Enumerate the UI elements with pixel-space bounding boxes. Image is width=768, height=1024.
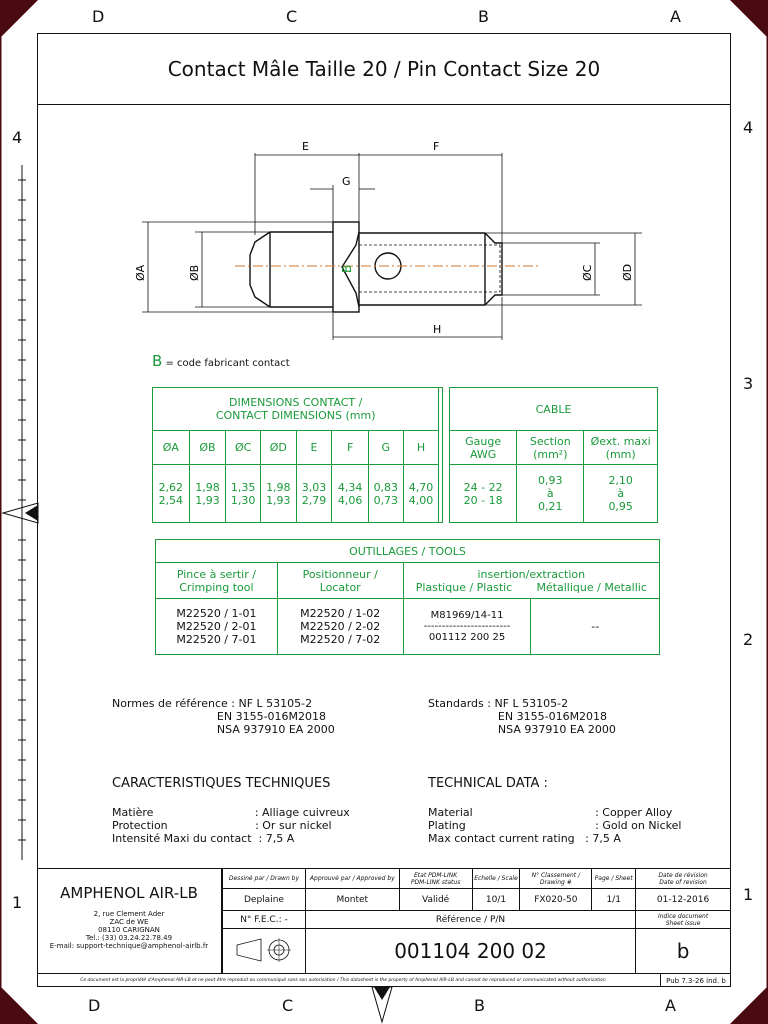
part-number: 001104 200 02 xyxy=(305,929,635,974)
crimp-values: M22520 / 1-01 M22520 / 2-01 M22520 / 7-01 xyxy=(156,599,278,655)
grid-right-2: 2 xyxy=(743,630,754,649)
dim-od-label: ØD xyxy=(621,263,634,281)
col-oc: ØC xyxy=(226,431,261,465)
locator-values: M22520 / 1-02 M22520 / 2-02 M22520 / 7-02 xyxy=(277,599,403,655)
grid-left-4: 4 xyxy=(12,128,23,147)
col-h: H xyxy=(403,431,439,465)
val-ext: 2,10 à 0,95 xyxy=(584,465,658,523)
col-ext: Øext. maxi (mm) xyxy=(584,431,658,465)
revision-date: 01-12-2016 xyxy=(636,889,731,911)
val-h: 4,70 4,00 xyxy=(403,465,439,523)
title-block-table xyxy=(222,868,731,974)
grid-bottom-a: A xyxy=(665,996,676,1015)
issue-label: Indice document Sheet issue xyxy=(657,912,709,927)
publication-ref: Pub 7.3-26 ind. b xyxy=(660,973,731,987)
val-e: 3,03 2,79 xyxy=(296,465,332,523)
val-od: 1,98 1,93 xyxy=(260,465,296,523)
col-oa: ØA xyxy=(153,431,190,465)
page-label: Page / Sheet xyxy=(594,875,633,882)
tools-table xyxy=(155,539,660,655)
drawn-by: Deplaine xyxy=(223,889,306,911)
dim-oc-label: ØC xyxy=(581,264,594,281)
dim-f-label: F xyxy=(433,140,440,153)
disclaimer: Ce document est la propriété d'Amphenol AIR-LB et ne peut être reproduit ou communiqué sans son autorisation / This datasheet is the property of Amphenol AIR-LB and cannot be reproduced or communicated without authorization xyxy=(37,973,649,988)
grid-top-d: D xyxy=(92,7,105,26)
reference-label: Référence / P/N xyxy=(305,911,635,929)
status-label: Etat PDM-LINK PDM-LINK status xyxy=(410,871,461,886)
val-g: 0,83 0,73 xyxy=(368,465,403,523)
approved-label: Approuvé par / Approved by xyxy=(309,875,395,882)
grid-top-a: A xyxy=(670,7,681,26)
col-section: Section (mm²) xyxy=(517,431,584,465)
col-insertion xyxy=(403,563,659,599)
fec-number: N° F.E.C.: - xyxy=(223,911,306,929)
pin-contact-drawing xyxy=(130,135,650,350)
tech-fr: Matière : Alliage cuivreux Protection : Or sur nickel Intensité Maxi du contact : 7,5 A xyxy=(112,806,350,845)
plastic-values: M81969/14-11 ------------------------ 001112 200 25 xyxy=(403,599,531,655)
cable-header: CABLE xyxy=(450,388,658,431)
legend xyxy=(152,352,290,370)
page-title: Contact Mâle Taille 20 / Pin Contact Size 20 xyxy=(37,33,731,105)
col-e: E xyxy=(296,431,332,465)
col-locator: Positionneur / Locator xyxy=(277,563,403,599)
dim-e-label: E xyxy=(302,140,309,153)
scale-label: Echelle / Scale xyxy=(474,875,518,882)
val-oc: 1,35 1,30 xyxy=(226,465,261,523)
legend-text: = code fabricant contact xyxy=(165,358,290,369)
val-gauge: 24 - 22 20 - 18 xyxy=(450,465,517,523)
grid-right-4: 4 xyxy=(743,118,754,137)
company-name: AMPHENOL AIR-LB xyxy=(60,884,198,902)
company-box xyxy=(37,868,222,973)
drawing-label: N° Classement / Drawing # xyxy=(531,871,581,886)
manufacturer-code-marker: B xyxy=(340,264,354,273)
standards-en: Standards : NF L 53105-2 EN 3155-016M2018 NSA 937910 EA 2000 xyxy=(428,697,616,736)
approved-by: Montet xyxy=(305,889,399,911)
val-section: 0,93 à 0,21 xyxy=(517,465,584,523)
col-plastic: Plastique / Plastic xyxy=(415,580,513,594)
grid-right-1: 1 xyxy=(743,885,754,904)
dim-ob-label: ØB xyxy=(188,264,201,281)
col-metallic: Métallique / Metallic xyxy=(536,580,647,594)
col-g: G xyxy=(368,431,403,465)
cone-symbol-cell xyxy=(223,929,306,974)
grid-top-c: C xyxy=(286,7,298,26)
status-value: Validé xyxy=(399,889,472,911)
dim-h-label: H xyxy=(433,323,442,336)
grid-right-3: 3 xyxy=(743,374,754,393)
grid-bottom-b: B xyxy=(474,996,485,1015)
grid-left-1: 1 xyxy=(12,893,23,912)
dim-g-label: G xyxy=(342,175,351,188)
grid-bottom-c: C xyxy=(282,996,294,1015)
projection-symbol-icon xyxy=(229,935,299,965)
grid-bottom-d: D xyxy=(88,996,101,1015)
metallic-values: -- xyxy=(531,599,660,655)
drawn-label: Dessiné par / Drawn by xyxy=(228,875,300,882)
dimensions-header: DIMENSIONS CONTACT / CONTACT DIMENSIONS (mm) xyxy=(153,388,439,431)
dimensions-table xyxy=(152,387,658,523)
val-oa: 2,62 2,54 xyxy=(153,465,190,523)
val-ob: 1,98 1,93 xyxy=(189,465,226,523)
tech-title-en: TECHNICAL DATA : xyxy=(428,776,548,791)
company-address: 2, rue Clement Ader ZAC de WE 08110 CARIGNAN Tel.: (33) 03.24.22.78.49 E-mail: support-technique@amphenol-airlb.fr xyxy=(49,910,209,950)
issue-value: b xyxy=(636,929,731,974)
page-value: 1/1 xyxy=(592,889,636,911)
col-crimp: Pince à sertir / Crimping tool xyxy=(156,563,278,599)
col-gauge: Gauge AWG xyxy=(450,431,517,465)
col-od: ØD xyxy=(260,431,296,465)
standards-fr: Normes de référence : NF L 53105-2 EN 3155-016M2018 NSA 937910 EA 2000 xyxy=(112,697,335,736)
val-f: 4,34 4,06 xyxy=(332,465,369,523)
revdate-label: Date de révision Date of revision xyxy=(658,871,708,886)
grid-top-b: B xyxy=(478,7,489,26)
col-insertion-label: insertion/extraction xyxy=(477,567,586,581)
drawing-number: FX020-50 xyxy=(520,889,592,911)
col-ob: ØB xyxy=(189,431,226,465)
col-f: F xyxy=(332,431,369,465)
dim-oa-label: ØA xyxy=(134,264,147,281)
tools-header: OUTILLAGES / TOOLS xyxy=(156,540,660,563)
legend-letter: B xyxy=(152,352,163,370)
tech-title-fr: CARACTERISTIQUES TECHNIQUES xyxy=(112,776,331,791)
tech-en: Material : Copper Alloy Plating : Gold on Nickel Max contact current rating : 7,5 A xyxy=(428,806,682,845)
scale-value: 10/1 xyxy=(472,889,520,911)
